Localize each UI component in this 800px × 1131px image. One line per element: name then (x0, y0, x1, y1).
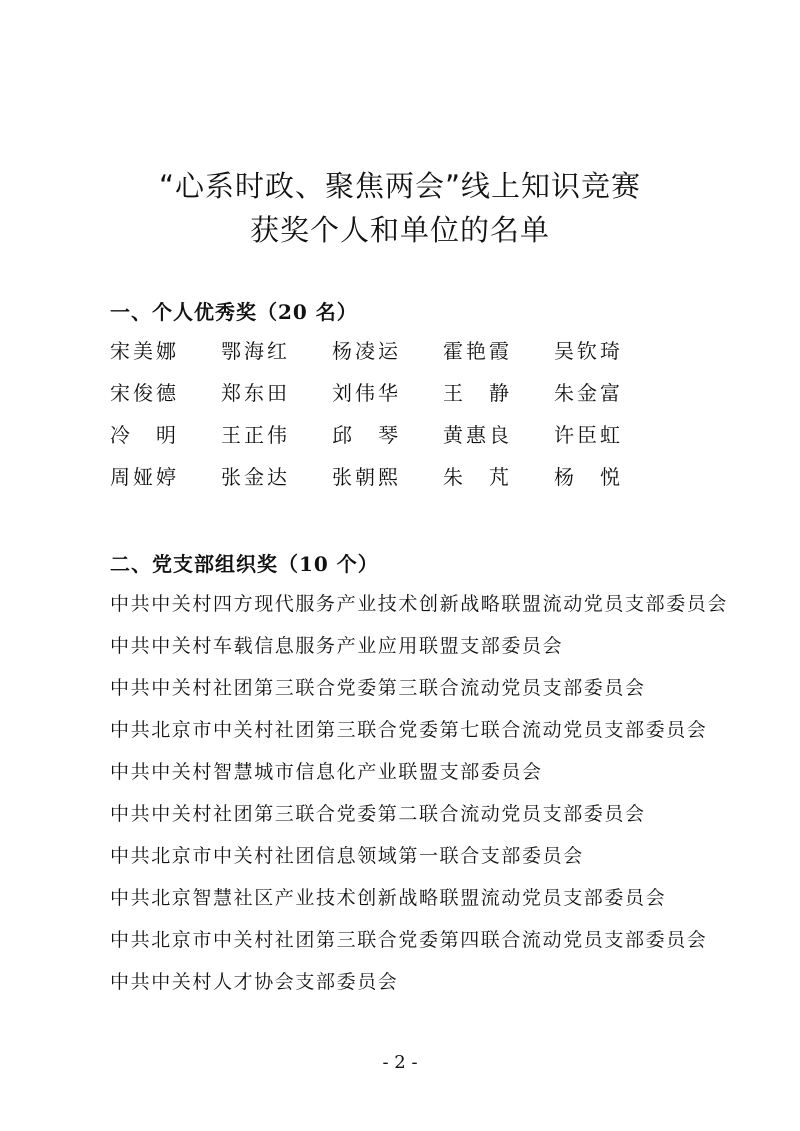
awardee-name: 宋美娜 (110, 339, 179, 363)
awardee-name: 吴钦琦 (554, 339, 623, 363)
org-list (110, 590, 728, 1010)
list-item: 中共中关村四方现代服务产业技术创新战略联盟流动党员支部委员会 (110, 593, 729, 615)
list-item: 中共中关村人才协会支部委员会 (110, 971, 399, 993)
awardee-name: 王 静 (443, 381, 512, 405)
title-line-2: 获奖个人和单位的名单 (249, 213, 550, 247)
awardee-name: 杨凌运 (332, 339, 401, 363)
awardee-name: 周娅婷 (110, 465, 179, 489)
list-item: 中共北京市中关村社团第三联合党委第四联合流动党员支部委员会 (110, 929, 708, 951)
section-heading-branch-award: 二、党支部组织奖（10 个） (110, 552, 379, 576)
awardee-name: 冷 明 (110, 423, 179, 447)
page-number: - 2 - (382, 1052, 418, 1073)
awardee-name: 朱 芃 (443, 465, 512, 489)
list-item: 中共中关村社团第三联合党委第三联合流动党员支部委员会 (110, 677, 646, 699)
list-item: 中共北京智慧社区产业技术创新战略联盟流动党员支部委员会 (110, 887, 667, 909)
list-item: 中共中关村社团第三联合党委第二联合流动党员支部委员会 (110, 803, 646, 825)
awardee-name: 许臣虹 (554, 423, 623, 447)
list-item: 中共北京市中关村社团信息领域第一联合支部委员会 (110, 845, 584, 867)
awardee-name: 张金达 (221, 465, 290, 489)
awardee-name: 刘伟华 (332, 381, 401, 405)
awardee-name: 鄂海红 (221, 339, 290, 363)
section-heading-individual-award: 一、个人优秀奖（20 名） (110, 300, 358, 324)
awardee-name: 杨 悦 (554, 465, 623, 489)
awardee-name: 王正伟 (221, 423, 290, 447)
awardee-name: 张朝熙 (332, 465, 401, 489)
awardee-name: 霍艳霞 (443, 339, 512, 363)
awardee-name: 郑东田 (221, 381, 290, 405)
awardee-name: 黄惠良 (443, 423, 512, 447)
title-line-1: “心系时政、聚焦两会”线上知识竞赛 (158, 169, 642, 203)
list-item: 中共中关村车载信息服务产业应用联盟支部委员会 (110, 635, 564, 657)
awardee-name: 朱金富 (554, 381, 623, 405)
list-item: 中共中关村智慧城市信息化产业联盟支部委员会 (110, 761, 543, 783)
name-grid (110, 337, 665, 491)
awardee-name: 邱 琴 (332, 423, 401, 447)
awardee-name: 宋俊德 (110, 381, 179, 405)
list-item: 中共北京市中关村社团第三联合党委第七联合流动党员支部委员会 (110, 719, 708, 741)
